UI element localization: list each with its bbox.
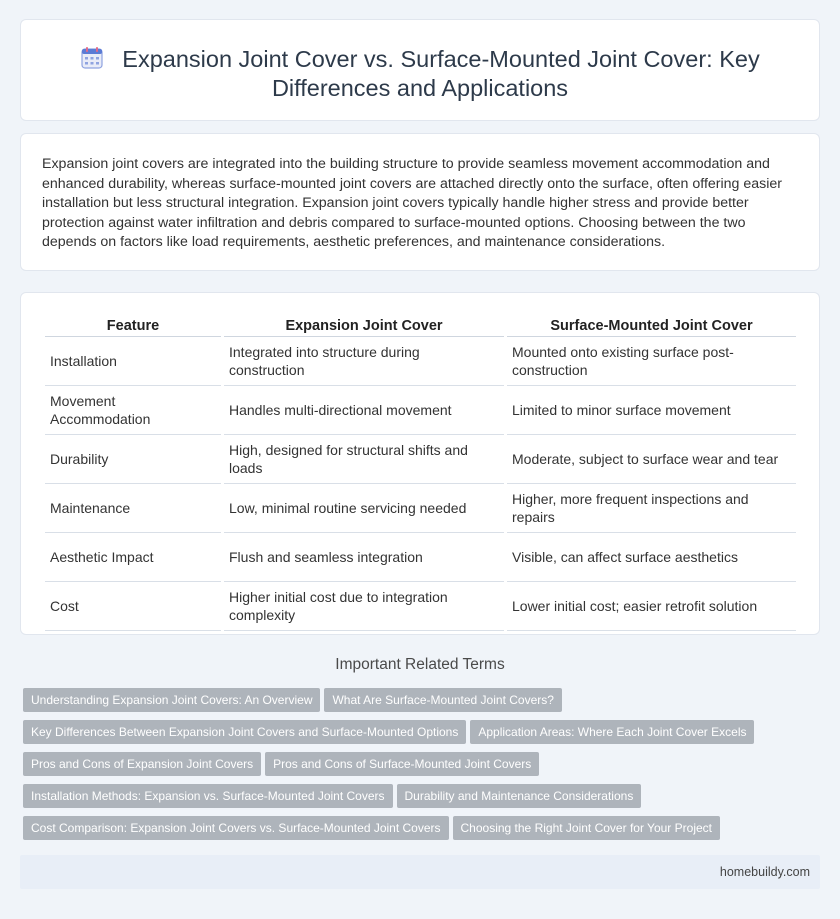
related-terms-list xyxy=(23,688,823,848)
title-card xyxy=(20,19,820,121)
table-cell-surface: Moderate, subject to surface wear and tear xyxy=(507,435,796,484)
table-cell-expansion: Higher initial cost due to integration complexity xyxy=(224,582,504,631)
related-term-tag[interactable]: Durability and Maintenance Considerations xyxy=(397,784,642,808)
table-row xyxy=(45,435,796,484)
table-header-surface: Surface-Mounted Joint Cover xyxy=(507,315,796,337)
table-row xyxy=(45,484,796,533)
comparison-table xyxy=(42,315,799,631)
table-cell-feature: Aesthetic Impact xyxy=(45,533,221,582)
related-term-tag[interactable]: Installation Methods: Expansion vs. Surface-Mounted Joint Covers xyxy=(23,784,393,808)
table-cell-surface: Mounted onto existing surface post-construction xyxy=(507,337,796,386)
table-cell-feature: Durability xyxy=(45,435,221,484)
table-cell-feature: Cost xyxy=(45,582,221,631)
footer xyxy=(20,855,820,889)
calendar-icon xyxy=(80,46,104,70)
table-cell-feature: Maintenance xyxy=(45,484,221,533)
table-cell-expansion: High, designed for structural shifts and loads xyxy=(224,435,504,484)
table-row xyxy=(45,533,796,582)
table-cell-feature: Movement Accommodation xyxy=(45,386,221,435)
related-terms-title: Important Related Terms xyxy=(335,656,505,673)
summary-card xyxy=(20,133,820,271)
related-term-tag[interactable]: Choosing the Right Joint Cover for Your Project xyxy=(453,816,720,840)
table-header-row xyxy=(45,315,796,337)
footer-site-link[interactable]: homebuildy.com xyxy=(719,865,810,879)
related-term-tag[interactable]: What Are Surface-Mounted Joint Covers? xyxy=(324,688,561,712)
related-term-tag[interactable]: Pros and Cons of Expansion Joint Covers xyxy=(23,752,261,776)
table-cell-expansion: Low, minimal routine servicing needed xyxy=(224,484,504,533)
table-row xyxy=(45,582,796,631)
table-cell-expansion: Integrated into structure during construction xyxy=(224,337,504,386)
page-title: Expansion Joint Cover vs. Surface-Mounted Joint Cover: Key Differences and Applications xyxy=(122,46,760,101)
related-term-tag[interactable]: Key Differences Between Expansion Joint Covers and Surface-Mounted Options xyxy=(23,720,466,744)
table-header-feature: Feature xyxy=(45,315,221,337)
table-cell-surface: Limited to minor surface movement xyxy=(507,386,796,435)
table-cell-surface: Higher, more frequent inspections and repairs xyxy=(507,484,796,533)
table-header-expansion: Expansion Joint Cover xyxy=(224,315,504,337)
related-term-tag[interactable]: Application Areas: Where Each Joint Cover Excels xyxy=(470,720,754,744)
table-row xyxy=(45,337,796,386)
related-term-tag[interactable]: Cost Comparison: Expansion Joint Covers vs. Surface-Mounted Joint Covers xyxy=(23,816,449,840)
summary-text: Expansion joint covers are integrated into the building structure to provide seamless movement accommodation and enhanced durability, whereas surface-mounted joint covers are attached directly onto the surface, often offering easier installation but less structural integration. Expansion joint covers typically handle higher stress and provide better protection against water infiltration and debris compared to surface-mounted options. Choosing between the two depends on factors like load requirements, aesthetic preferences, and maintenance considerations. xyxy=(42,156,783,251)
table-cell-feature: Installation xyxy=(45,337,221,386)
table-row xyxy=(45,386,796,435)
table-cell-expansion: Flush and seamless integration xyxy=(224,533,504,582)
table-cell-surface: Lower initial cost; easier retrofit solution xyxy=(507,582,796,631)
page-title-wrap xyxy=(21,45,819,103)
table-cell-surface: Visible, can affect surface aesthetics xyxy=(507,533,796,582)
related-term-tag[interactable]: Pros and Cons of Surface-Mounted Joint Covers xyxy=(265,752,539,776)
table-cell-expansion: Handles multi-directional movement xyxy=(224,386,504,435)
comparison-table-card xyxy=(20,292,820,635)
related-term-tag[interactable]: Understanding Expansion Joint Covers: An Overview xyxy=(23,688,320,712)
